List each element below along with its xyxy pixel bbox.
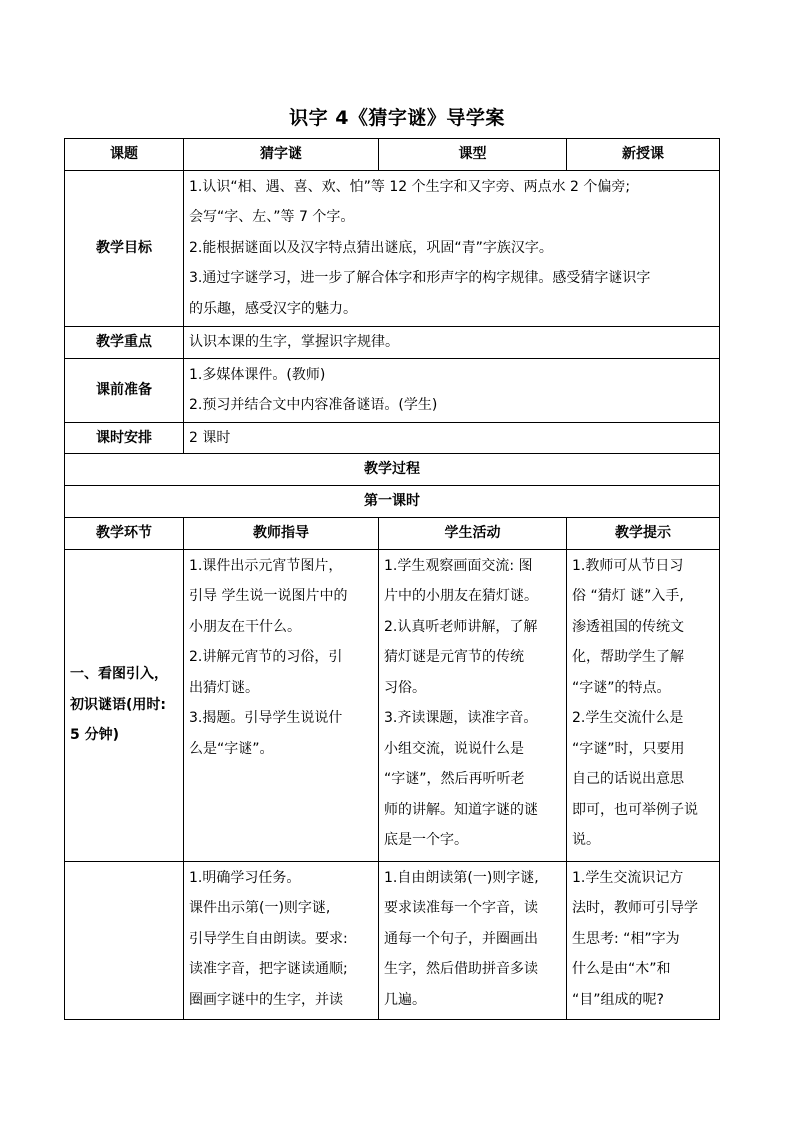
student-line: “字谜”，然后再听听老 (384, 771, 525, 787)
student-line: 小组交流，说说什么是 (384, 740, 524, 757)
tip-line: 2.学生交流什么是 (572, 710, 684, 726)
process-heading: 教学过程 (65, 454, 720, 486)
section-1-student (379, 549, 567, 861)
section-2-student (379, 861, 567, 1019)
teacher-line: 小朋友在干什么。 (189, 618, 301, 635)
prep-content (184, 358, 720, 422)
tip-line: 自己的话说出意思 (572, 771, 684, 787)
process-row (65, 454, 720, 486)
teacher-line: 3.揭题。引导学生说说什 (189, 710, 343, 726)
lesson-heading: 第一课时 (65, 486, 720, 518)
tip-line: “字谜”时，只要用 (572, 740, 685, 757)
student-line: 几遍。 (384, 991, 426, 1008)
section-1-stage (65, 549, 184, 861)
student-line: 底是一个字。 (384, 832, 468, 848)
tip-line: 法时，教师可引导学 (572, 900, 698, 916)
focus-row (65, 326, 720, 358)
schedule-value: 2 课时 (184, 422, 720, 454)
type-value: 新授课 (567, 139, 720, 171)
type-label: 课型 (379, 139, 567, 171)
student-line: 习俗。 (384, 679, 426, 696)
stage-line: 5 分钟) (70, 727, 120, 744)
header-row (65, 139, 720, 171)
student-line: 师的讲解。知道字谜的谜 (384, 801, 538, 818)
topic-value: 猜字谜 (184, 139, 379, 171)
column-header: 学生活动 (379, 517, 567, 549)
student-line: 生字，然后借助拼音多读 (384, 961, 538, 977)
teacher-line: 么是“字谜”。 (189, 740, 274, 757)
teacher-line: 读准字音，把字谜读通顺; (189, 961, 348, 977)
teacher-line: 引导学生自由朗读。要求: (189, 930, 348, 947)
prep-line: 2.预习并结合文中内容准备谜语。(学生) (189, 397, 438, 413)
teacher-line: 圈画字谜中的生字，并读 (189, 991, 343, 1008)
teacher-line: 1.明确学习任务。 (189, 869, 301, 886)
section-2-teacher (184, 861, 379, 1019)
student-line: 1.自由朗读第(一)则字谜, (384, 869, 539, 886)
student-line: 3.齐读课题，读准字音。 (384, 710, 538, 726)
section-1-tip (567, 549, 720, 861)
focus-value: 认识本课的生字，掌握识字规律。 (184, 326, 720, 358)
section-2-row (65, 861, 720, 1019)
goals-label: 教学目标 (65, 170, 184, 326)
tip-line: 什么是由“木”和 (572, 961, 671, 977)
student-line: 片中的小朋友在猜灯谜。 (384, 588, 538, 604)
tip-line: 说。 (572, 832, 600, 848)
goal-line: 会写“字、左、”等 7 个字。 (189, 209, 355, 226)
tip-line: 即可，也可举例子说 (572, 801, 698, 818)
goal-line: 2.能根据谜面以及汉字特点猜出谜底，巩固“青”字族汉字。 (189, 239, 553, 256)
goal-line: 1.认识“相、遇、喜、欢、怕”等 12 个生字和又字旁、两点水 2 个偏旁; (189, 178, 631, 195)
student-line: 通每一个句子，并圈画出 (384, 930, 538, 947)
prep-label: 课前准备 (65, 358, 184, 422)
tip-line: 渗透祖国的传统文 (572, 618, 684, 635)
topic-label: 课题 (65, 139, 184, 171)
section-1-teacher (184, 549, 379, 861)
prep-row (65, 358, 720, 422)
goal-line: 3.通过字谜学习，进一步了解合体字和形声字的构字规律。感受猜字谜识字 (189, 270, 651, 287)
schedule-label: 课时安排 (65, 422, 184, 454)
teacher-line: 课件出示第(一)则字谜, (189, 900, 331, 916)
tip-line: 1.教师可从节日习 (572, 557, 684, 574)
lesson-plan-table (64, 138, 720, 1020)
tip-line: “字谜”的特点。 (572, 679, 671, 696)
goals-row (65, 170, 720, 326)
teacher-line: 引导 学生说一说图片中的 (189, 588, 348, 604)
student-line: 猜灯谜是元宵节的传统 (384, 649, 524, 665)
student-line: 要求读准每一个字音，读 (384, 900, 538, 916)
focus-label: 教学重点 (65, 326, 184, 358)
tip-line: 生思考: “相”字为 (572, 930, 680, 947)
section-2-tip (567, 861, 720, 1019)
teacher-line: 出猜灯谜。 (189, 679, 259, 696)
section-2-stage (65, 861, 184, 1019)
column-header: 教师指导 (184, 517, 379, 549)
student-line: 1.学生观察画面交流: 图 (384, 557, 533, 574)
page-title: 识字 4《猜字谜》导学案 (289, 107, 505, 129)
tip-line: 1.学生交流识记方 (572, 869, 684, 886)
goal-line: 的乐趣，感受汉字的魅力。 (189, 300, 357, 317)
schedule-row (65, 422, 720, 454)
stage-line: 初识谜语(用时: (70, 696, 166, 713)
goals-content (184, 170, 720, 326)
teacher-line: 2.讲解元宵节的习俗，引 (189, 649, 343, 665)
columns-row (65, 517, 720, 549)
teacher-line: 1.课件出示元宵节图片， (189, 557, 343, 574)
column-header: 教学提示 (567, 517, 720, 549)
lesson-row (65, 486, 720, 518)
tip-line: 化，帮助学生了解 (572, 649, 684, 665)
stage-line: 一、看图引入， (70, 666, 168, 683)
section-1-row (65, 549, 720, 861)
column-header: 教学环节 (65, 517, 184, 549)
tip-line: 俗 “猜灯 谜”入手, (572, 588, 684, 604)
student-line: 2.认真听老师讲解，了解 (384, 618, 538, 635)
tip-line: “目”组成的呢? (572, 991, 664, 1008)
prep-line: 1.多媒体课件。(教师) (189, 366, 326, 383)
